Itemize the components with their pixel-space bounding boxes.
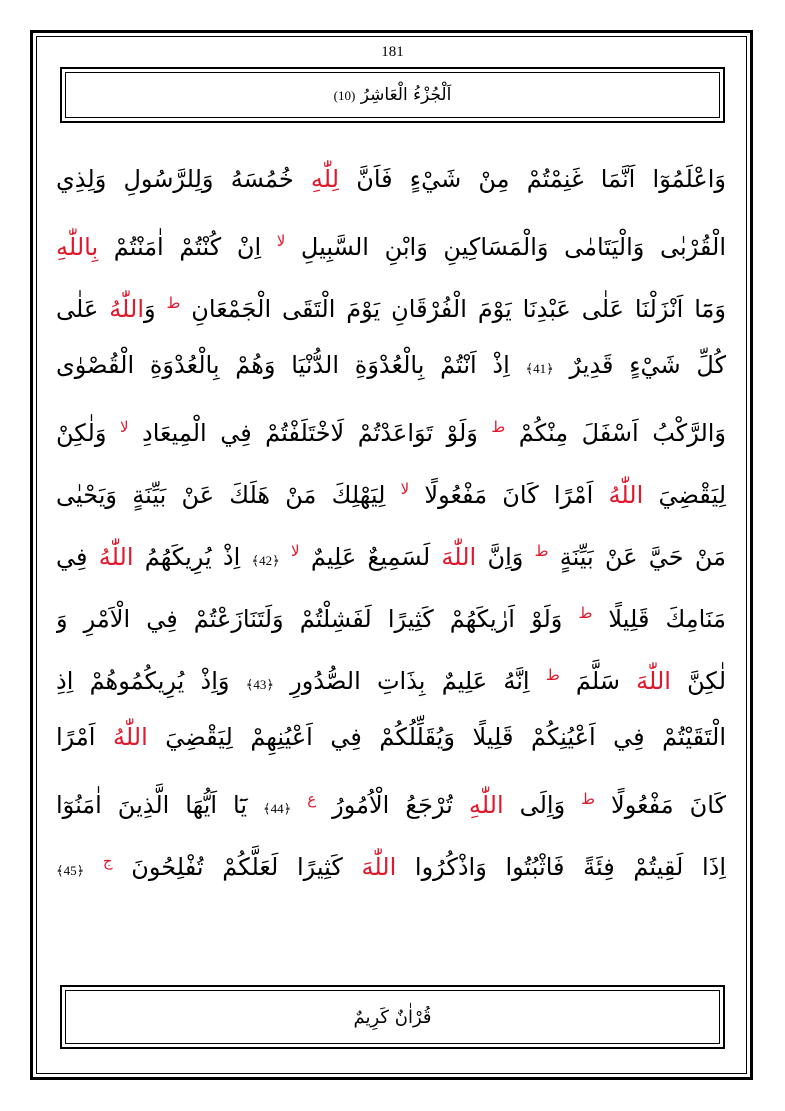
- text-line: [56, 148, 726, 210]
- ayah-number: ﴿45﴾: [56, 863, 85, 878]
- verse-text: الْقُرْبٰى وَالْيَتَامٰى وَالْمَسَاكِينِ وَابْنِ السَّبِيلِ: [285, 233, 726, 261]
- verse-text: مَنْ حَيَّ عَنْ بَيِّنَةٍ: [548, 543, 726, 571]
- verse-text: وَاِذْ يُرِيكُمُوهُمْ اِذِ: [56, 667, 246, 695]
- text-line: [56, 458, 726, 520]
- verse-text: الْتَقَيْتُمْ فِي اَعْيُنِكُمْ قَلِيلًا وَيُقَلِّلُكُمْ فِي اَعْيُنِهِمْ لِيَقْضِيَ: [147, 723, 726, 751]
- text-line: [56, 210, 726, 272]
- divine-name: لِلّٰهِ: [310, 165, 340, 193]
- text-line: [56, 582, 726, 644]
- verse-text: وَاِنَّ: [476, 543, 535, 571]
- verse-text: لٰكِنَّ: [670, 667, 726, 695]
- juz-header: [60, 67, 725, 123]
- verse-text: عَلٰى: [56, 295, 110, 323]
- pause-mark: ط: [166, 294, 181, 312]
- text-line: [56, 272, 726, 334]
- verse-text: وَ: [143, 295, 167, 323]
- verse-text: وَالرَّكْبُ اَسْفَلَ مِنْكُمْ: [505, 419, 726, 447]
- ayah-number: ﴿41﴾: [525, 361, 554, 376]
- ayah-number: ﴿43﴾: [245, 677, 274, 692]
- verse-text: لِيَقْضِيَ: [643, 481, 726, 509]
- text-line: [56, 396, 726, 458]
- verse-text: يَٓا اَيُّهَا الَّذِينَ اٰمَنُوٓا: [56, 791, 263, 819]
- pause-mark: لا: [400, 480, 410, 498]
- verse-text: اِنْ كُنْتُمْ اٰمَنْتُمْ: [98, 233, 277, 261]
- pause-mark: ط: [545, 666, 560, 684]
- pause-mark: ع: [307, 790, 317, 808]
- verse-text: وَاِلَى: [503, 791, 582, 819]
- verse-text: اِذَا لَقِيتُمْ فِئَةً فَاثْبُتُوا وَاذْكُرُوا: [396, 853, 726, 881]
- pause-mark: لا: [119, 418, 129, 436]
- verse-text: اِذْ يُرِيكَهُمُ: [133, 543, 252, 571]
- pause-mark: ط: [581, 790, 596, 808]
- divine-name: اللّٰهُ: [98, 543, 134, 571]
- verse-text: فِي: [56, 543, 99, 571]
- pause-mark: ج: [102, 852, 113, 870]
- divine-name: اللّٰهِ: [468, 791, 504, 819]
- quran-text: [56, 148, 726, 892]
- divine-name: اللّٰهُ: [109, 295, 144, 323]
- verse-text: اِذْ اَنْتُمْ بِالْعُدْوَةِ الدُّنْيَا وَهُمْ بِالْعُدْوَةِ الْقُصْوٰى: [56, 351, 526, 379]
- verse-text: اِنَّهُ عَلِيمٌ بِذَاتِ الصُّدُورِ: [273, 667, 546, 695]
- verse-text: اَمْرًا كَانَ مَفْعُولًا: [409, 481, 609, 509]
- verse-text: لِيَهْلِكَ مَنْ هَلَكَ عَنْ بَيِّنَةٍ وَيَحْيٰى: [56, 481, 401, 509]
- verse-text: وَاعْلَمُوٓا اَنَّمَا غَنِمْتُمْ مِنْ شَيْءٍ فَاَنَّ: [339, 165, 726, 193]
- divine-name: اللّٰهَ: [361, 853, 397, 881]
- verse-text: [291, 791, 307, 819]
- text-line: [56, 644, 726, 706]
- verse-text: كُلِّ شَيْءٍ قَدِيرٌ: [553, 351, 726, 379]
- pause-mark: ط: [534, 542, 549, 560]
- verse-text: وَلٰكِنْ: [56, 419, 120, 447]
- juz-title: اَلْجُزْءُ الْعَاشِرُ: [360, 85, 452, 105]
- text-line: [56, 334, 726, 396]
- verse-text: تُرْجَعُ الْاُمُورُ: [316, 791, 469, 819]
- footer-title: قُرْاٰنٌ كَرِيمٌ: [353, 1006, 432, 1028]
- pause-mark: ط: [578, 604, 593, 622]
- verse-text: كَانَ مَفْعُولًا: [595, 791, 726, 819]
- verse-text: كَثِيرًا لَعَلَّكُمْ تُفْلِحُونَ: [112, 853, 362, 881]
- verse-text: وَلَوْ تَوَاعَدْتُمْ لَاخْتَلَفْتُمْ فِي الْمِيعَادِ: [128, 419, 492, 447]
- verse-text: لَسَمِيعٌ عَلِيمٌ: [299, 543, 442, 571]
- ayah-number: ﴿44﴾: [262, 801, 292, 816]
- pause-mark: ط: [491, 418, 506, 436]
- footer-box: [60, 985, 725, 1049]
- text-line: [56, 706, 726, 768]
- verse-text: [280, 543, 291, 571]
- divine-name: بِاللّٰهِ: [56, 233, 99, 261]
- verse-text: اَمْرًا: [56, 723, 113, 751]
- divine-name: اللّٰهُ: [608, 481, 644, 509]
- verse-text: مَنَامِكَ قَلِيلًا: [592, 605, 726, 633]
- divine-name: اللّٰهَ: [441, 543, 477, 571]
- divine-name: اللّٰهُ: [112, 723, 148, 751]
- text-line: [56, 830, 726, 892]
- verse-text: وَمَٓا اَنْزَلْنَا عَلٰى عَبْدِنَا يَوْمَ الْفُرْقَانِ يَوْمَ الْتَقَى الْجَمْعَانِ: [180, 295, 726, 323]
- divine-name: اللّٰهَ: [636, 667, 671, 695]
- juz-number: (10): [333, 88, 356, 103]
- verse-text: سَلَّمَ: [559, 667, 637, 695]
- text-line: [56, 768, 726, 830]
- pause-mark: لا: [276, 232, 286, 250]
- verse-text: خُمُسَهُ وَلِلرَّسُولِ وَلِذِي: [56, 165, 311, 193]
- pause-mark: لا: [291, 542, 300, 560]
- juz-title-wrapper: [334, 85, 452, 105]
- page-number: 181: [381, 44, 404, 60]
- verse-text: [84, 853, 103, 881]
- text-line: [56, 520, 726, 582]
- ayah-number: ﴿42﴾: [251, 553, 280, 568]
- verse-text: وَلَوْ اَرٰيكَهُمْ كَثِيرًا لَفَشِلْتُمْ وَلَتَنَازَعْتُمْ فِي الْاَمْرِ وَ: [56, 605, 579, 633]
